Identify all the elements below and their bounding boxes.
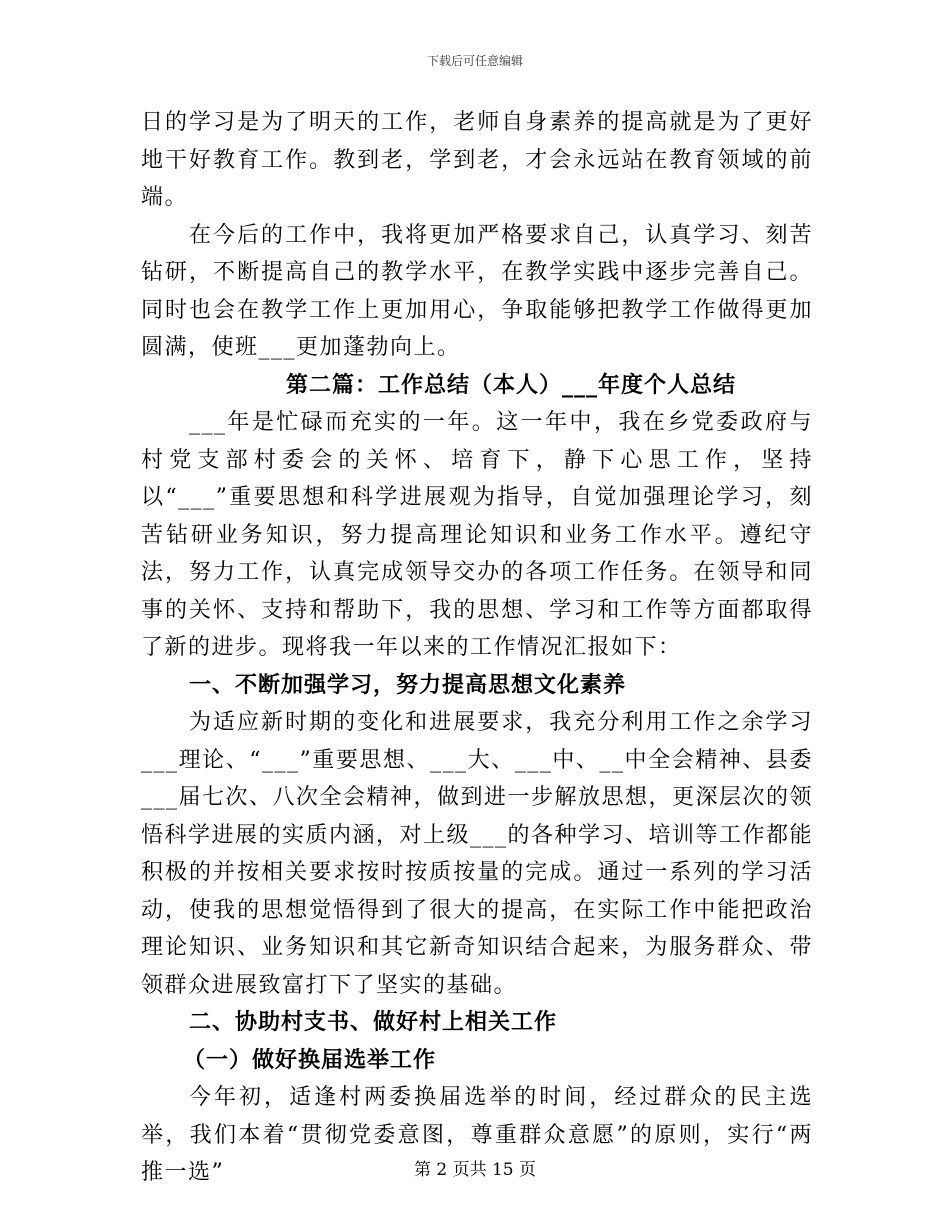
section-heading: 一、不断加强学习，努力提高思想文化素养 — [189, 671, 627, 698]
subsection-heading: （一）做好换届选举工作 — [183, 1046, 437, 1073]
paragraph: 为适应新时期的变化和进展要求，我充分利用工作之余学习___理论、“___”重要思想、___大、___中、__中全会精神、县委___届七次、八次全会精神，做到进一步解放思想，更深层次的领悟科学进展的实质内涵，对上级___的各种学习、培训等工作都能积极的并按相关要求按时按质按量的完成。通过一系列的学习活动，使我的思想觉悟得到了很大的提高，在实际工作中能把政治理论知识、业务知识和其它新奇知识结合起来，为服务群众、带领群众进展致富打下了坚实的基础。 — [141, 710, 814, 998]
chapter-title: 第二篇：工作总结（本人）___年度个人总结 — [286, 371, 737, 398]
document-body — [141, 104, 813, 1192]
header-note: 下载后可任意编辑 — [426, 54, 523, 68]
paragraph: 日的学习是为了明天的工作，老师自身素养的提高就是为了更好地干好教育工作。教到老，学到老，才会永远站在教育领域的前端。 — [141, 110, 813, 210]
paragraph: ___年是忙碌而充实的一年。这一年中，我在乡党委政府与村党支部村委会的关怀、培育下，静下心思工作，坚持以“___”重要思想和科学进展观为指导，自觉加强理论学习，刻苦钻研业务知识，努力提高理论知识和业务工作水平。遵纪守法，努力工作，认真完成领导交办的各项工作任务。在领导和同事的关怀、支持和帮助下，我的思想、学习和工作等方面都取得了新的进步。现将我一年以来的工作情况汇报如下： — [141, 410, 813, 660]
paragraph: 在今后的工作中，我将更加严格要求自己，认真学习、刻苦钻研，不断提高自己的教学水平，在教学实践中逐步完善自己。同时也会在教学工作上更加用心，争取能够把教学工作做得更加圆满，使班___更加蓬勃向上。 — [141, 222, 813, 360]
paragraph: 今年初，适逢村两委换届选举的时间，经过群众的民主选举，我们本着“贯彻党委意图，尊重群众意愿”的原则，实行“两推一选” — [141, 1085, 813, 1185]
section-heading: 二、协助村支书、做好村上相关工作 — [189, 1009, 558, 1035]
page-number: 第 2 页共 15 页 — [413, 1160, 537, 1180]
